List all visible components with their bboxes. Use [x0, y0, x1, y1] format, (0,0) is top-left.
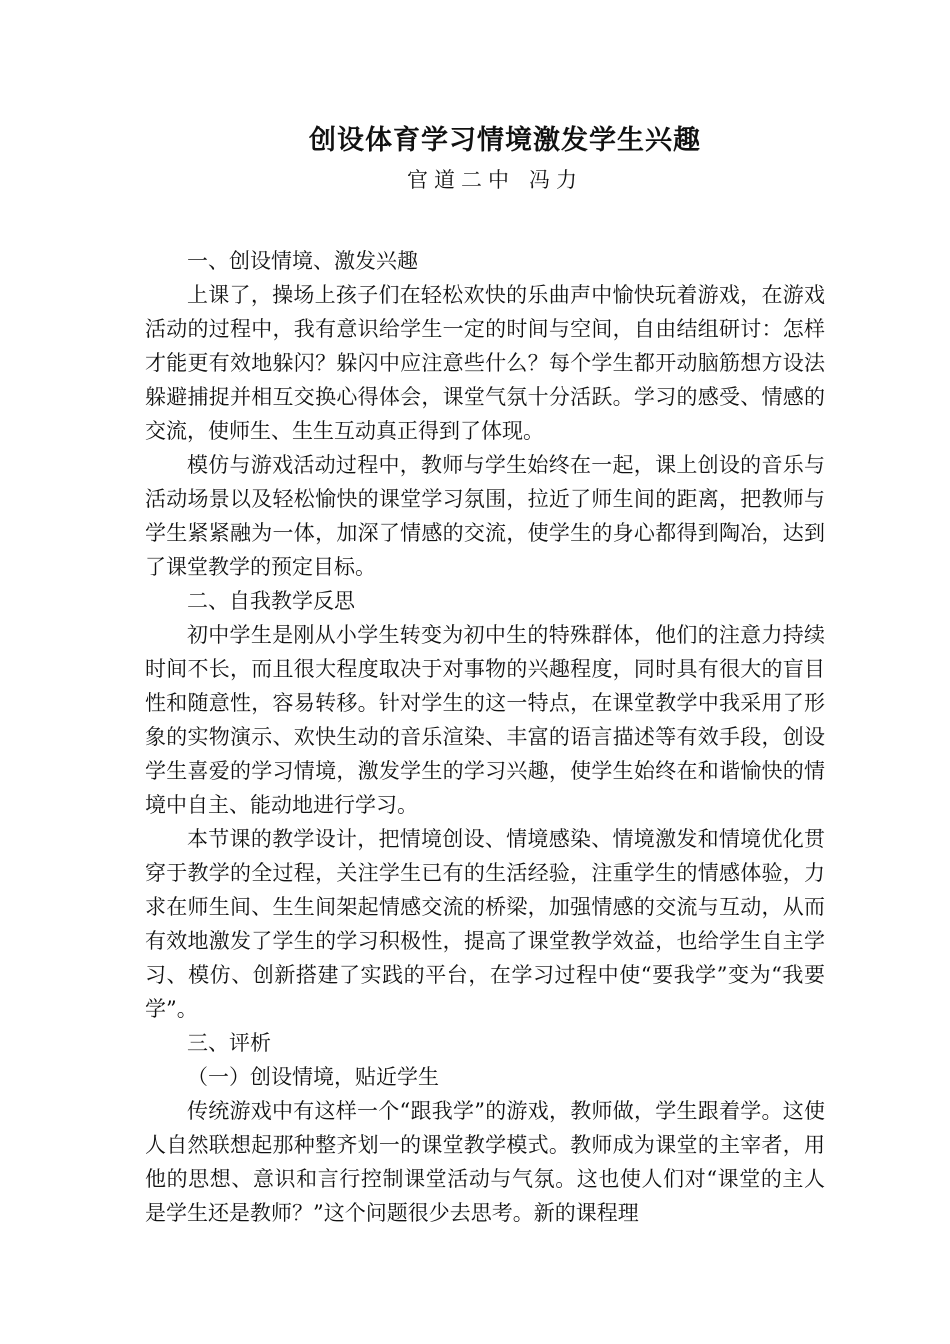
section-heading: 一、创设情境、激发兴趣 — [187, 249, 418, 273]
author-name: 冯力 — [529, 168, 583, 192]
paragraph: 传统游戏中有这样一个“跟我学”的游戏，教师做，学生跟着学。这使人自然联想起那种整齐划一的课堂教学模式。教师成为课堂的主宰者，用他的思想、意识和言行控制课堂活动与气氛。这也使人们对“课堂的主人是学生还是教师？”这个问题很少去思考。新的课程理 — [145, 1099, 825, 1225]
paragraph: 模仿与游戏活动过程中，教师与学生始终在一起，课上创设的音乐与活动场景以及轻松愉快的课堂学习氛围，拉近了师生间的距离，把教师与学生紧紧融为一体，加深了情感的交流，使学生的身心都得到陶冶，达到了课堂教学的预定目标。 — [145, 453, 825, 579]
subsection-heading: （一）创设情境，贴近学生 — [187, 1065, 439, 1089]
document-title: 创设体育学习情境激发学生兴趣 — [309, 125, 701, 156]
section-heading: 二、自我教学反思 — [187, 589, 355, 613]
author-school: 官道二中 — [407, 168, 515, 192]
paragraph: 上课了，操场上孩子们在轻松欢快的乐曲声中愉快玩着游戏，在游戏活动的过程中，我有意识给学生一定的时间与空间，自由结组研讨：怎样才能更有效地躲闪？躲闪中应注意些什么？每个学生都开动脑筋想方设法躲避捕捉并相互交换心得体会，课堂气氛十分活跃。学习的感受、情感的交流，使师生、生生互动真正得到了体现。 — [145, 283, 825, 443]
document-author — [0, 164, 950, 194]
document-body — [145, 244, 825, 1230]
paragraph: 初中学生是刚从小学生转变为初中生的特殊群体，他们的注意力持续时间不长，而且很大程度取决于对事物的兴趣程度，同时具有很大的盲目性和随意性，容易转移。针对学生的这一特点，在课堂教学中我采用了形象的实物演示、欢快生动的音乐渲染、丰富的语言描述等有效手段，创设学生喜爱的学习情境，激发学生的学习兴趣，使学生始终在和谐愉快的情境中自主、能动地进行学习。 — [145, 623, 825, 817]
paragraph: 本节课的教学设计，把情境创设、情境感染、情境激发和情境优化贯穿于教学的全过程，关注学生已有的生活经验，注重学生的情感体验，力求在师生间、生生间架起情感交流的桥梁，加强情感的交流与互动，从而有效地激发了学生的学习积极性，提高了课堂教学效益，也给学生自主学习、模仿、创新搭建了实践的平台，在学习过程中使“要我学”变为“我要学”。 — [145, 827, 825, 1021]
section-heading: 三、评析 — [187, 1031, 271, 1055]
